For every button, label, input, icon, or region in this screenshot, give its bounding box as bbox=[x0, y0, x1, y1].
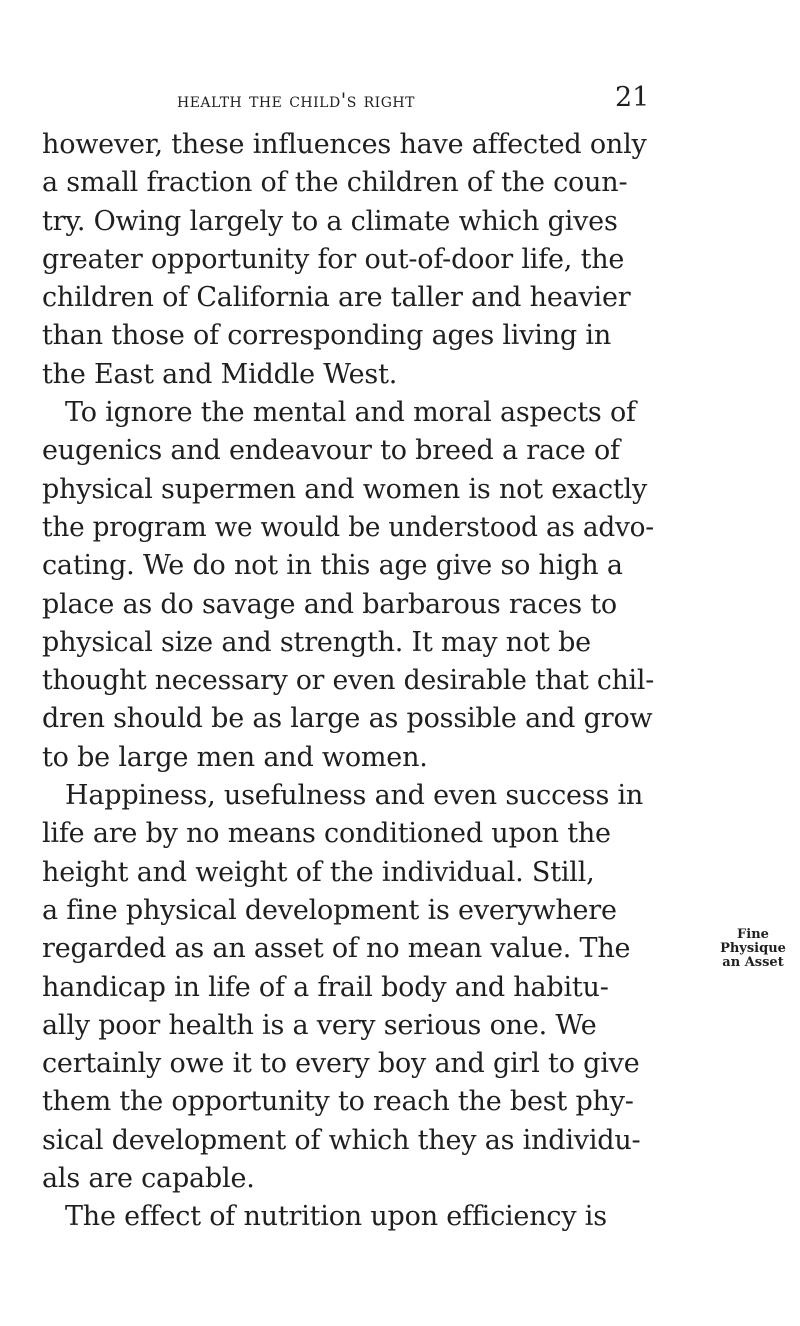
text-line: to be large men and women. bbox=[42, 741, 428, 773]
text-line: physical supermen and women is not exactly bbox=[42, 473, 648, 505]
body-text bbox=[42, 126, 654, 1237]
margin-note-line: an Asset bbox=[722, 955, 784, 970]
page-number: 21 bbox=[615, 82, 650, 113]
paragraph-start-line: Happiness, usefulness and even success in bbox=[65, 780, 644, 812]
text-line: a small fraction of the children of the coun- bbox=[42, 167, 628, 199]
text-line: sical development of which they as individu- bbox=[42, 1124, 641, 1156]
text-line: handicap in life of a frail body and habitu- bbox=[42, 971, 609, 1003]
paragraph-start-line: To ignore the mental and moral aspects of bbox=[65, 397, 636, 429]
text-line: regarded as an asset of no mean value. The bbox=[42, 933, 631, 965]
text-line: thought necessary or even desirable that chil- bbox=[42, 665, 654, 697]
paragraph-start-line: The effect of nutrition upon efficiency is bbox=[65, 1201, 607, 1233]
text-line: them the opportunity to reach the best phy- bbox=[42, 1086, 634, 1118]
text-line: physical size and strength. It may not be bbox=[42, 626, 591, 658]
text-line: however, these influences have affected only bbox=[42, 129, 647, 160]
text-line: the program we would be understood as advo- bbox=[42, 511, 654, 543]
text-line: place as do savage and barbarous races to bbox=[42, 588, 617, 620]
text-line: dren should be as large as possible and grow bbox=[42, 703, 653, 735]
text-line: cating. We do not in this age give so high a bbox=[42, 550, 623, 582]
text-line: eugenics and endeavour to breed a race of bbox=[42, 435, 620, 467]
margin-note bbox=[706, 928, 800, 970]
margin-note-line: Physique bbox=[720, 941, 786, 956]
text-line: als are capable. bbox=[42, 1163, 255, 1195]
text-line: ally poor health is a very serious one. We bbox=[42, 1009, 597, 1041]
running-title: health the child's right bbox=[177, 88, 415, 112]
text-line: the East and Middle West. bbox=[42, 358, 398, 390]
text-line: try. Owing largely to a climate which gives bbox=[42, 205, 618, 237]
text-line: greater opportunity for out-of-door life, the bbox=[42, 243, 625, 275]
text-line: a fine physical development is everywhere bbox=[42, 894, 617, 926]
text-line: children of California are taller and heavier bbox=[42, 282, 631, 314]
text-line: certainly owe it to every boy and girl to give bbox=[42, 1048, 640, 1080]
margin-note-line: Fine bbox=[737, 927, 769, 942]
text-line: than those of corresponding ages living in bbox=[42, 320, 612, 352]
text-line: life are by no means conditioned upon the bbox=[42, 818, 611, 850]
text-line: height and weight of the individual. Still, bbox=[42, 856, 595, 888]
